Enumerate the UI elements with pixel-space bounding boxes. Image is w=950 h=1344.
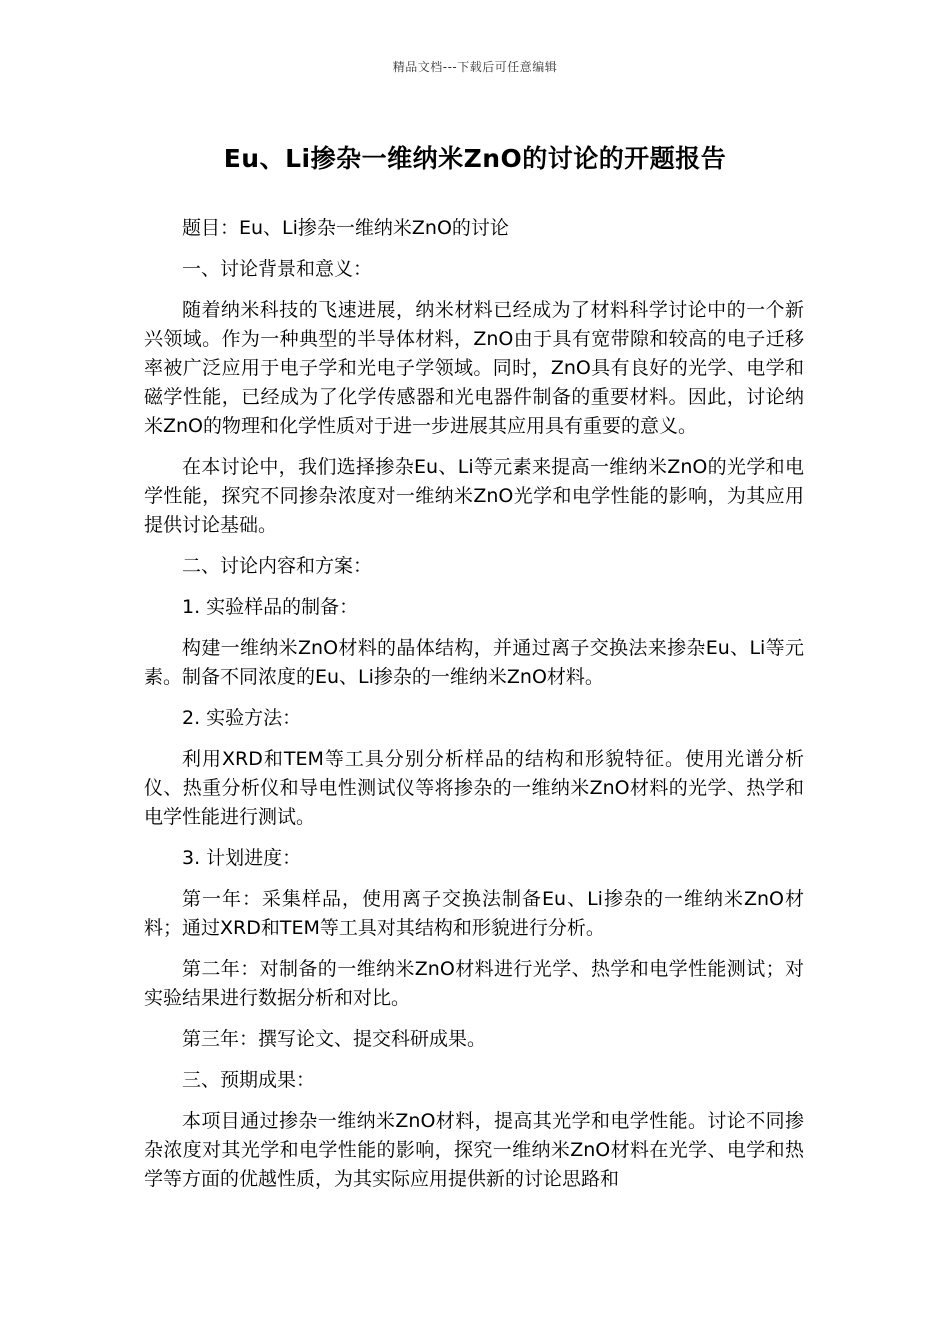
topic-line: 题目：Eu、Li掺杂一维纳米ZnO的讨论 xyxy=(182,217,509,239)
sample-prep-paragraph: 构建一维纳米ZnO材料的晶体结构，并通过离子交换法来掺杂Eu、Li等元素。制备不同浓度的Eu、Li掺杂的一维纳米ZnO材料。 xyxy=(144,637,804,688)
document-body xyxy=(144,214,804,1206)
section-heading-background: 一、讨论背景和意义： xyxy=(182,258,373,280)
section-heading-outcomes: 三、预期成果： xyxy=(182,1069,316,1091)
schedule-year-2: 第二年：对制备的一维纳米ZnO材料进行光学、热学和电学性能测试；对实验结果进行数据分析和对比。 xyxy=(144,958,804,1009)
header-note: 精品文档---下载后可任意编辑 xyxy=(392,60,558,74)
schedule-year-3: 第三年：撰写论文、提交科研成果。 xyxy=(182,1028,487,1050)
methods-paragraph: 利用XRD和TEM等工具分别分析样品的结构和形貌特征。使用光谱分析仪、热重分析仪和导电性测试仪等将掺杂的一维纳米ZnO材料的光学、热学和电学性能进行测试。 xyxy=(144,748,804,828)
schedule-year-1: 第一年：采集样品，使用离子交换法制备Eu、Li掺杂的一维纳米ZnO材料；通过XRD和TEM等工具对其结构和形貌进行分析。 xyxy=(144,888,804,939)
document-title: Eu、Li掺杂一维纳米ZnO的讨论的开题报告 xyxy=(223,144,727,173)
subheading-sample-prep: 1. 实验样品的制备： xyxy=(182,596,359,618)
background-paragraph: 随着纳米科技的飞速进展，纳米材料已经成为了材料科学讨论中的一个新兴领域。作为一种典型的半导体材料，ZnO由于具有宽带隙和较高的电子迁移率被广泛应用于电子学和光电子学领域。同时，ZnO具有良好的光学、电学和磁学性能，已经成为了化学传感器和光电器件制备的重要材料。因此，讨论纳米ZnO的物理和化学性质对于进一步进展其应用具有重要的意义。 xyxy=(144,299,804,437)
section-heading-content: 二、讨论内容和方案： xyxy=(182,555,373,577)
subheading-methods: 2. 实验方法： xyxy=(182,707,302,729)
purpose-paragraph: 在本讨论中，我们选择掺杂Eu、Li等元素来提高一维纳米ZnO的光学和电学性能，探究不同掺杂浓度对一维纳米ZnO光学和电学性能的影响，为其应用提供讨论基础。 xyxy=(144,456,804,536)
subheading-schedule: 3. 计划进度： xyxy=(182,847,302,869)
outcomes-paragraph: 本项目通过掺杂一维纳米ZnO材料，提高其光学和电学性能。讨论不同掺杂浓度对其光学和电学性能的影响，探究一维纳米ZnO材料在光学、电学和热学等方面的优越性质，为其实际应用提供新的讨论思路和 xyxy=(144,1110,804,1190)
